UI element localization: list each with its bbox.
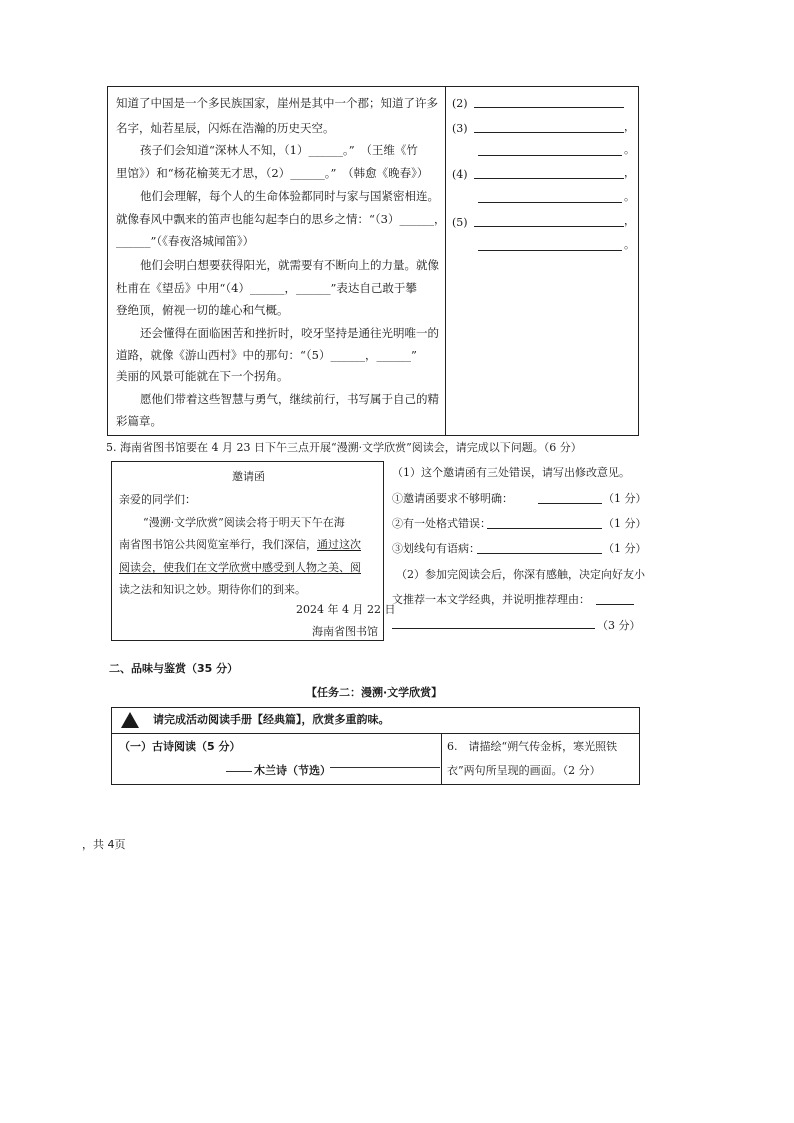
answer-line-4a[interactable] [474,178,624,179]
invitation-body-3: 阅读会，使我们在文学欣赏中感受到人物之美、阅 [119,561,361,574]
answer-period-4: 。 [624,190,635,203]
answer-line-2[interactable] [474,107,624,108]
passage-line-7: ______”（《春夜洛城闻笛》） [116,234,255,248]
invitation-signature: 海南省图书馆 [312,625,378,638]
q5-sub2-line1: （2）参加完阅读会后，你深有感触，决定向好友小 [396,568,645,581]
q5-item-2-line[interactable] [487,528,602,529]
passage-line-8: 他们会明白想要获得阳光，就需要有不断向上的力量。就像 [140,258,439,272]
q5-item-1-line[interactable] [538,503,602,504]
answer-comma-4: ， [624,166,635,179]
invitation-body-1: “漫溯·文学欣赏”阅读会将于明天下午在海 [143,516,345,529]
answer-label-2: (2) [452,97,468,110]
task-divider-h [111,733,640,734]
answer-line-3b[interactable] [478,155,622,156]
poem-title-rule-left [226,771,252,772]
q5-item-3-label: ③划线句有语病： [392,542,480,555]
q5-item-3-score: （1 分） [603,542,647,555]
answer-comma-5: ， [624,214,635,227]
answer-line-5b[interactable] [478,250,622,251]
triangle-icon [121,712,139,728]
q6-line2: 衣”两句所呈现的画面。（2 分） [447,764,601,777]
answer-comma-3: ， [624,120,635,133]
invitation-body-4: 读之法和知识之妙。期待你们的到来。 [119,583,306,596]
invitation-underlined-start: 通过这次 [317,538,361,551]
page-footer: ，共 4页 [82,838,126,851]
passage-line-5: 他们会理解，每个人的生命体验都同时与家与国紧密相连。 [140,189,439,203]
poem-title: 木兰诗（节选） [254,764,331,777]
passage-line-1: 知道了中国是一个多民族国家，崖州是其中一个郡；知道了许多 [116,96,438,110]
task-heading: 【任务二：漫溯·文学欣赏】 [306,686,443,699]
q5-sub2-line-b[interactable] [392,628,595,629]
q5-item-1-score: （1 分） [603,492,647,505]
passage-line-3: 孩子们会知道“深林人不知，（1）______。” （王维《竹 [140,143,418,157]
q5-sub2-line2: 文推荐一本文学经典，并说明推荐理由： [392,593,590,606]
section2-heading: 二、品味与鉴赏（35 分） [109,662,239,675]
q5-sub2-line-a[interactable] [596,604,634,605]
answer-label-3: (3) [452,122,468,135]
passage-line-2: 名字，灿若星辰，闪烁在浩瀚的历史天空。 [116,121,335,135]
q5-prompt: 5. 海南省图书馆要在 4 月 23 日下午三点开展“漫溯·文学欣赏”阅读会，请完成以下问题。（6 分） [106,441,582,454]
passage-line-6: 就像春风中飘来的笛声也能勾起李白的思乡之情：“（3）______， [116,212,446,226]
invitation-title: 邀请函 [232,470,265,483]
passage-line-15: 彩篇章。 [116,414,162,428]
passage-line-10: 登绝顶，俯视一切的雄心和气概。 [116,303,289,317]
part1-heading: （一）古诗阅读（5 分） [119,740,241,753]
q5-item-2-score: （1 分） [603,517,647,530]
q5-item-3-line[interactable] [477,553,602,554]
answer-line-3a[interactable] [474,132,624,133]
task-divider-v [441,733,442,785]
passage-line-13: 美丽的风景可能就在下一个拐角。 [116,369,289,383]
answer-box [445,86,639,436]
answer-label-4: (4) [452,168,468,181]
passage-line-12: 道路，就像《游山西村》中的那句：“（5）______，______” [116,348,417,362]
q5-item-1-label: ①邀请函要求不够明确： [392,492,513,505]
passage-line-14: 愿他们带着这些智慧与勇气，继续前行，书写属于自己的精 [140,392,439,406]
passage-line-9: 杜甫在《望岳》中用“（4）______，______”表达自己敢于攀 [116,281,417,295]
invitation-greeting: 亲爱的同学们： [119,493,196,506]
q5-item-2-label: ②有一处格式错误： [392,517,491,530]
q6-line1: 6. 请描绘“朔气传金柝，寒光照铁 [447,740,618,753]
poem-title-rule-right [330,767,440,768]
answer-label-5: (5) [452,216,468,229]
answer-period-3: 。 [624,143,635,156]
invitation-date: 2024 年 4 月 22 日 [296,603,396,616]
q5-sub1: （1）这个邀请函有三处错误，请写出修改意见。 [392,466,630,479]
invitation-body-2-text: 南省图书馆公共阅览室举行，我们深信， [119,538,317,551]
q5-sub2-score: （3 分） [597,619,641,632]
answer-line-4b[interactable] [478,202,622,203]
answer-line-5a[interactable] [474,226,624,227]
task-instruction: 请完成活动阅读手册【经典篇】，欣赏多重韵味。 [153,713,390,726]
invitation-body-2 [119,538,361,552]
answer-period-5: 。 [624,238,635,251]
passage-line-4: 里馆》）和“杨花榆荚无才思，（2）______。” （韩愈《晚春》） [116,166,429,180]
passage-line-11: 还会懂得在面临困苦和挫折时，咬牙坚持是通往光明唯一的 [140,326,439,340]
